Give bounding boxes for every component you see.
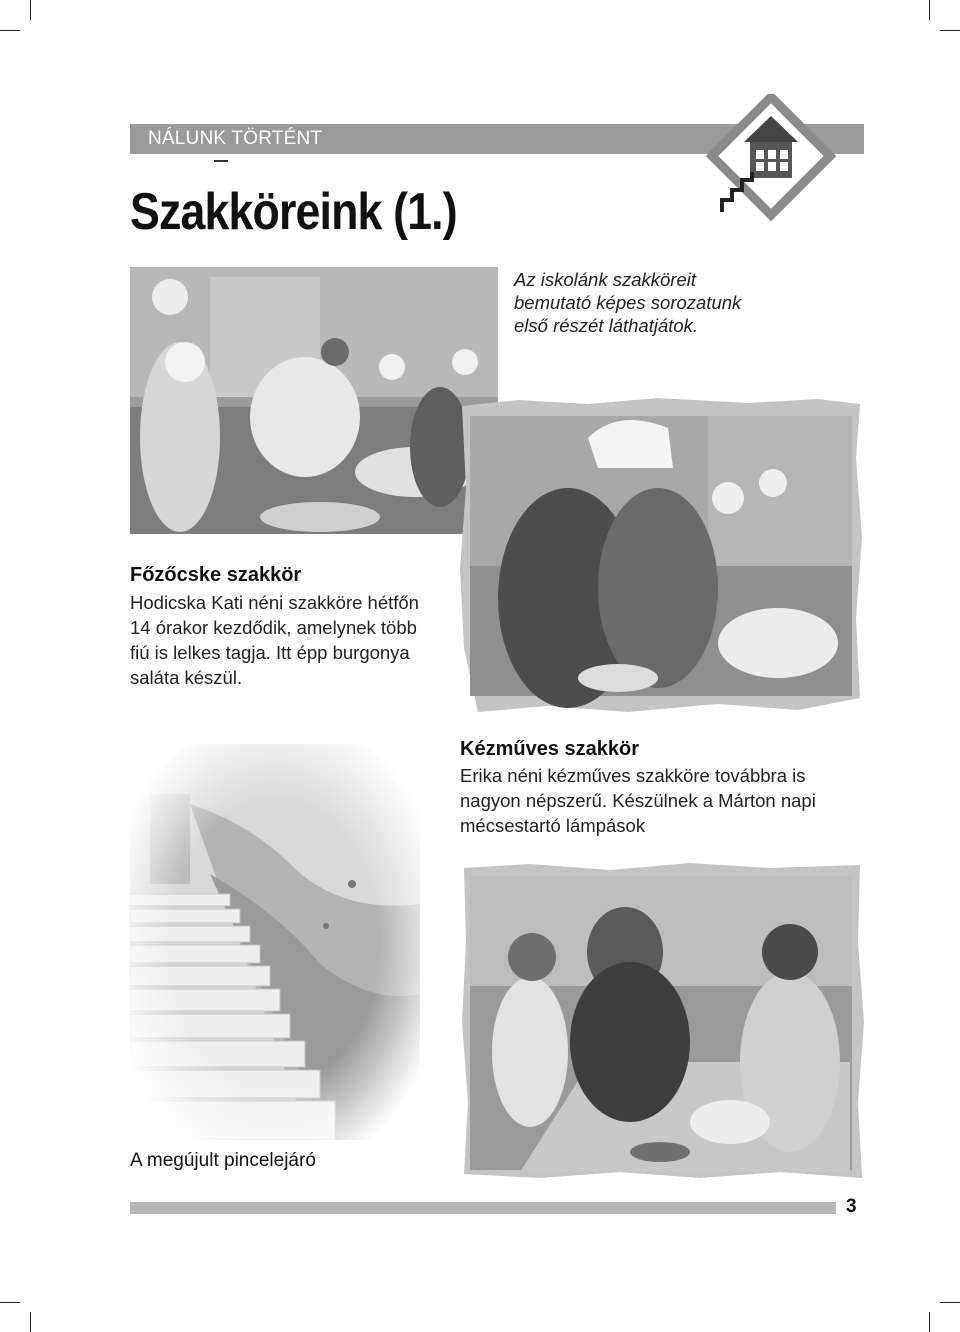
cooking-heading: Főzőcske szakkör [130, 564, 302, 586]
footer-bar [130, 1202, 836, 1214]
section-label: NÁLUNK TÖRTÉNT [148, 128, 323, 149]
crafts-line: Erika néni kézműves szakköre továbbra is [460, 765, 806, 786]
crop-mark [30, 1312, 31, 1332]
crafts-line: nagyon népszerű. Készülnek a Márton napi [460, 790, 816, 811]
crafts-heading: Kézműves szakkör [460, 738, 639, 760]
intro-line: Az iskolánk szakköreit [514, 269, 696, 290]
crafts-section [460, 738, 860, 838]
crop-mark [940, 30, 960, 31]
cooking-line: 14 órakor kezdődik, amelynek több [130, 617, 417, 638]
page-title: Szakköreink (1.) [130, 183, 457, 241]
page-number: 3 [846, 1196, 857, 1217]
crop-mark [929, 0, 930, 20]
crop-mark [929, 1312, 930, 1332]
photo-cooking-closeup [458, 398, 864, 718]
cooking-section [130, 564, 470, 690]
cooking-line: saláta készül. [130, 667, 243, 688]
cooking-body [130, 590, 470, 690]
cooking-line: Hodicska Kati néni szakköre hétfőn [130, 592, 419, 613]
crop-mark [940, 1302, 960, 1303]
crafts-line: mécsestartó lámpások [460, 815, 646, 836]
crop-mark [0, 1302, 20, 1303]
cooking-line: fiú is lelkes tagja. Itt épp burgonya [130, 642, 410, 663]
photo-crafts [460, 862, 864, 1182]
divider [214, 160, 228, 162]
photo-cooking-group [130, 267, 498, 534]
crop-mark [0, 30, 20, 31]
stairs-caption: A megújult pincelejáró [130, 1150, 316, 1171]
house-stairs-logo-icon [706, 94, 836, 224]
photo-staircase [130, 744, 420, 1140]
crafts-body [460, 763, 860, 838]
crop-mark [30, 0, 31, 20]
intro-line: bemutató képes sorozatunk [514, 292, 742, 313]
intro-line: első részét láthatjátok. [514, 315, 699, 336]
intro-text [514, 268, 834, 337]
